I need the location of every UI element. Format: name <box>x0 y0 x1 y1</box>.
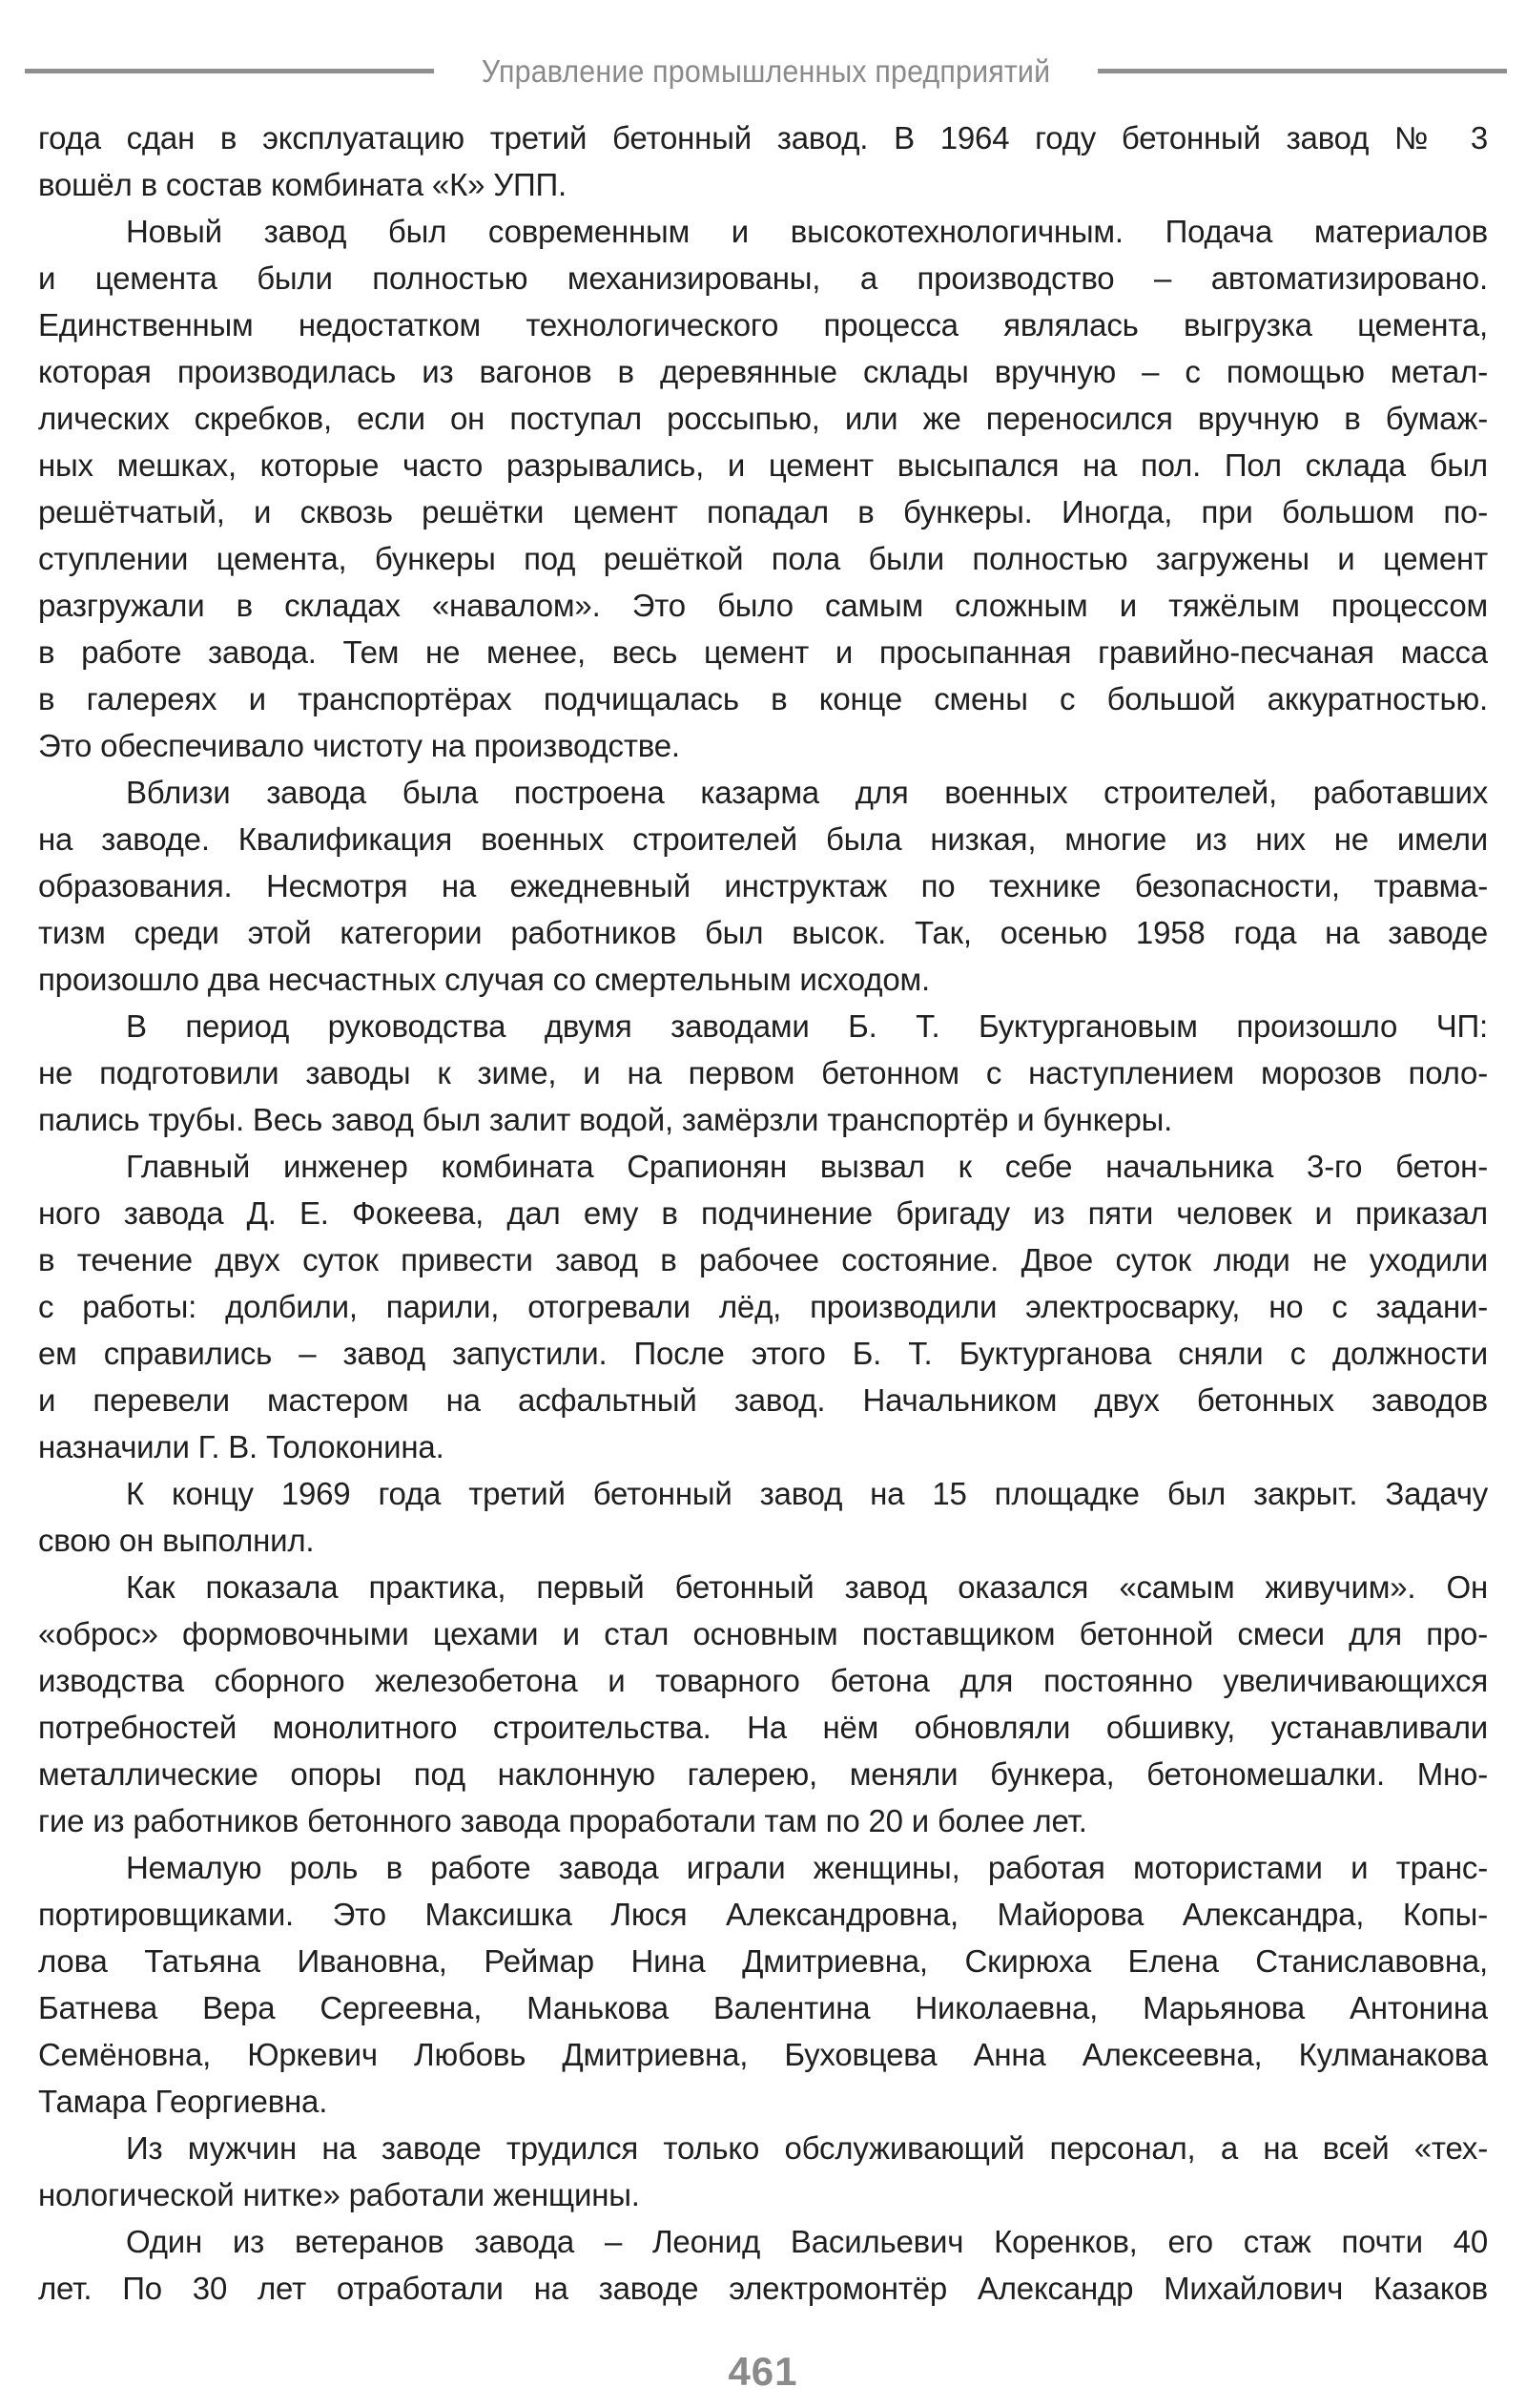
text-line: гие из работников бетонного завода проработали там по 20 и более лет. <box>38 1803 1087 1838</box>
page-number: 461 <box>728 2349 798 2394</box>
text-line: свою он выполнил. <box>38 1523 315 1558</box>
text-line: Вблизи завода была построена казарма для военных строителей, работавших <box>126 775 1488 810</box>
text-line: металлические опоры под наклонную галерею, меняли бункера, бетономешалки. Мно- <box>38 1756 1488 1792</box>
header-rule-right <box>1098 69 1507 73</box>
header-rule-left <box>25 69 434 73</box>
text-line: которая производилась из вагонов в деревянные склады вручную – с помощью метал- <box>38 354 1488 389</box>
text-line: года сдан в эксплуатацию третий бетонный завод. В 1964 году бетонный завод № 3 <box>38 120 1488 156</box>
text-line: лических скребков, если он поступал россыпью, или же переносился вручную в бумаж- <box>38 401 1488 436</box>
text-line: разгружали в складах «навалом». Это было самым сложным и тяжёлым процессом <box>38 588 1488 623</box>
text-line: лова Татьяна Ивановна, Реймар Нина Дмитриевна, Скирюха Елена Станиславовна, <box>38 1943 1488 1979</box>
text-line: Батнева Вера Сергеевна, Манькова Валентина Николаевна, Марьянова Антонина <box>38 1990 1488 2025</box>
text-line: Новый завод был современным и высокотехнологичным. Подача материалов <box>126 214 1488 249</box>
text-line: на заводе. Квалификация военных строителей была низкая, многие из них не имели <box>38 821 1488 857</box>
text-line: тизм среди этой категории работников был высок. Так, осенью 1958 года на заводе <box>38 915 1488 950</box>
text-line: Немалую роль в работе завода играли женщины, работая мотористами и транс- <box>126 1850 1488 1885</box>
text-line: ного завода Д. Е. Фокеева, дал ему в подчинение бригаду из пяти человек и приказал <box>38 1195 1488 1231</box>
text-line: ных мешках, которые часто разрывались, и цемент высыпался на пол. Пол склада был <box>38 447 1488 483</box>
page-title: Управление промышленных предприятий <box>481 52 1051 89</box>
text-line: и перевели мастером на асфальтный завод. Начальником двух бетонных заводов <box>38 1382 1488 1418</box>
text-line: «оброс» формовочными цехами и стал основным поставщиком бетонной смеси для про- <box>38 1616 1488 1651</box>
text-line: Семёновна, Юркевич Любовь Дмитриевна, Буховцева Анна Алексеевна, Кулманакова <box>38 2037 1488 2072</box>
page-body <box>38 114 1488 2312</box>
text-line: в галереях и транспортёрах подчищалась в конце смены с большой аккуратностью. <box>38 681 1488 716</box>
text-line: вошёл в состав комбината «К» УПП. <box>38 167 567 202</box>
text-line: в работе завода. Тем не менее, весь цемент и просыпанная гравийно-песчаная масса <box>38 634 1488 670</box>
text-line: В период руководства двумя заводами Б. Т. Буктургановым произошло ЧП: <box>126 1008 1488 1044</box>
text-line: лет. По 30 лет отработали на заводе электромонтёр Александр Михайлович Казаков <box>38 2271 1488 2306</box>
text-line: Из мужчин на заводе трудился только обслуживающий персонал, а на всей «тех- <box>126 2130 1488 2166</box>
running-head <box>25 0 1507 92</box>
text-line: решётчатый, и сквозь решётки цемент попадал в бункеры. Иногда, при большом по- <box>38 494 1488 529</box>
text-line: не подготовили заводы к зиме, и на первом бетонном с наступлением морозов поло- <box>38 1055 1488 1090</box>
text-line: ем справились – завод запустили. После этого Б. Т. Буктурганова сняли с должности <box>38 1336 1488 1371</box>
text-line: пались трубы. Весь завод был залит водой, замёрзли транспортёр и бункеры. <box>38 1102 1173 1137</box>
text-line: изводства сборного железобетона и товарного бетона для постоянно увеличивающихся <box>38 1663 1488 1698</box>
text-line: К концу 1969 года третий бетонный завод на 15 площадке был закрыт. Задачу <box>126 1476 1488 1511</box>
text-line: и цемента были полностью механизированы, а производство – автоматизировано. <box>38 260 1488 296</box>
text-line: потребностей монолитного строительства. На нём обновляли обшивку, устанавливали <box>38 1710 1488 1745</box>
text-line: в течение двух суток привести завод в рабочее состояние. Двое суток люди не уходили <box>38 1242 1488 1277</box>
text-line: нологической нитке» работали женщины. <box>38 2177 640 2212</box>
text-line: Тамара Георгиевна. <box>38 2084 328 2119</box>
text-line: Как показала практика, первый бетонный завод оказался «самым живучим». Он <box>126 1569 1488 1605</box>
text-line: назначили Г. В. Толоконина. <box>38 1429 444 1464</box>
text-line: Главный инженер комбината Срапионян вызвал к себе начальника 3-го бетон- <box>126 1149 1488 1184</box>
text-line: портировщиками. Это Максишка Люся Александровна, Майорова Александра, Копы- <box>38 1897 1488 1932</box>
text-line: Единственным недостатком технологического процесса являлась выгрузка цемента, <box>38 307 1488 343</box>
text-line: Это обеспечивало чистоту на производстве. <box>38 728 680 763</box>
text-line: с работы: долбили, парили, отогревали лёд, производили электросварку, но с задани- <box>38 1289 1488 1324</box>
text-line: произошло два несчастных случая со смертельным исходом. <box>38 962 930 997</box>
text-line: Один из ветеранов завода – Леонид Васильевич Коренков, его стаж почти 40 <box>126 2224 1488 2259</box>
text-line: ступлении цемента, бункеры под решёткой пола были полностью загружены и цемент <box>38 541 1488 576</box>
text-line: образования. Несмотря на ежедневный инструктаж по технике безопасности, травма- <box>38 868 1488 903</box>
